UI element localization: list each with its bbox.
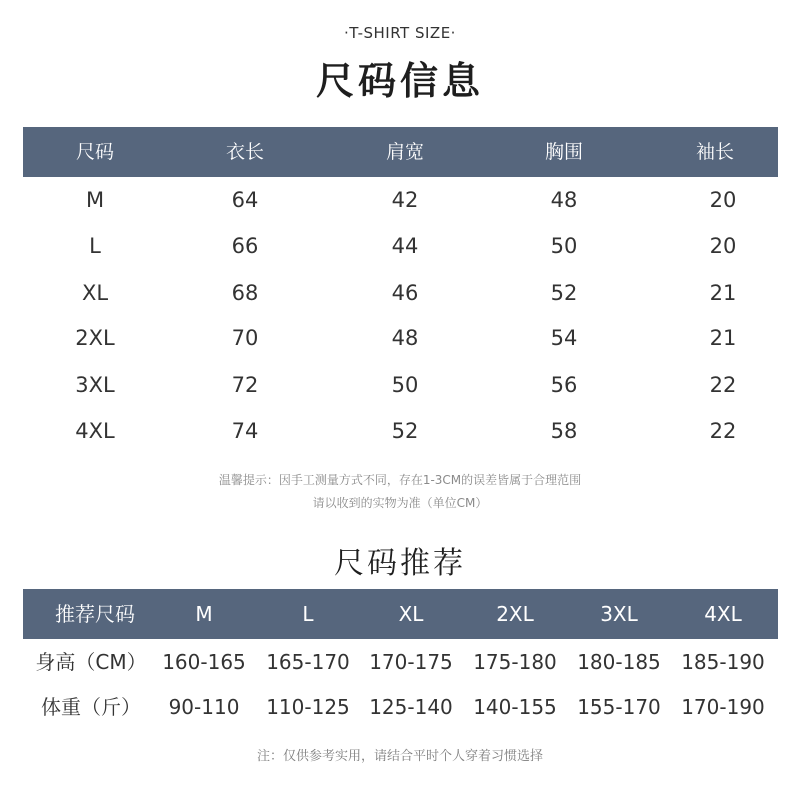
table-cell: 64	[231, 188, 259, 212]
size-table-header	[23, 127, 778, 177]
table-cell: 110-125	[266, 695, 350, 719]
table-cell: 155-170	[577, 695, 661, 719]
column-header-shoulder: 肩宽	[385, 141, 424, 163]
table-cell: 180-185	[577, 650, 661, 674]
table-cell: 20	[709, 188, 737, 212]
column-header-l: L	[302, 602, 314, 626]
column-header-recommend-size: 推荐尺码	[55, 602, 135, 626]
table-cell: 68	[231, 281, 259, 305]
table-cell: 21	[709, 281, 737, 305]
table-row	[23, 177, 778, 223]
column-header-4xl: 4XL	[704, 602, 742, 626]
footer-note: 注：仅供参考实用，请结合平时个人穿着习惯选择	[256, 749, 543, 764]
table-cell: 160-165	[162, 650, 246, 674]
table-cell: 70	[231, 326, 259, 350]
table-row	[23, 270, 778, 316]
table-cell: 21	[709, 326, 737, 350]
column-header-m: M	[195, 602, 213, 626]
table-cell: 44	[391, 234, 419, 258]
table-cell: 22	[709, 373, 737, 397]
table-cell: 74	[231, 419, 259, 443]
table-cell: 72	[231, 373, 259, 397]
table-cell: M	[85, 188, 105, 212]
table-cell: 52	[391, 419, 419, 443]
recommend-table-header	[23, 589, 778, 639]
table-cell: 125-140	[369, 695, 453, 719]
table-cell: 165-170	[266, 650, 350, 674]
table-cell: 52	[550, 281, 578, 305]
table-cell: 54	[550, 326, 578, 350]
table-cell: 2XL	[75, 326, 115, 350]
subtitle: ·T-SHIRT SIZE·	[344, 24, 456, 42]
table-cell: 4XL	[75, 419, 115, 443]
table-cell: 22	[709, 419, 737, 443]
column-header-xl: XL	[398, 602, 424, 626]
recommend-title: 尺码推荐	[334, 546, 466, 581]
table-row-height	[23, 639, 778, 685]
column-header-chest: 胸围	[544, 141, 583, 163]
measurement-tip: 温馨提示：因手工测量方式不同，存在1-3CM的误差皆属于合理范围	[218, 473, 582, 487]
table-cell: XL	[81, 281, 109, 305]
page-title: 尺码信息	[315, 59, 484, 103]
table-cell: 3XL	[75, 373, 115, 397]
table-cell: 46	[391, 281, 419, 305]
unit-tip: 请以收到的实物为准（单位CM）	[312, 496, 488, 510]
table-cell: 185-190	[681, 650, 765, 674]
table-cell: 48	[550, 188, 578, 212]
column-header-3xl: 3XL	[600, 602, 638, 626]
table-row	[23, 315, 778, 361]
column-header-length: 衣长	[225, 141, 264, 163]
table-cell: L	[89, 234, 101, 258]
table-cell: 20	[709, 234, 737, 258]
column-header-2xl: 2XL	[496, 602, 534, 626]
table-cell: 175-180	[473, 650, 557, 674]
row-label-height: 身高（CM）	[35, 650, 147, 674]
table-row	[23, 362, 778, 408]
table-cell: 48	[391, 326, 419, 350]
table-row	[23, 408, 778, 454]
row-label-weight: 体重（斤）	[41, 695, 141, 719]
table-cell: 50	[550, 234, 578, 258]
table-cell: 170-175	[369, 650, 453, 674]
table-cell: 58	[550, 419, 578, 443]
table-row	[23, 223, 778, 269]
table-row-weight	[23, 684, 778, 730]
table-cell: 170-190	[681, 695, 765, 719]
table-cell: 56	[550, 373, 578, 397]
table-cell: 66	[231, 234, 259, 258]
table-cell: 90-110	[168, 695, 240, 719]
column-header-sleeve: 袖长	[695, 141, 734, 163]
column-header-size: 尺码	[75, 141, 114, 163]
table-cell: 42	[391, 188, 419, 212]
table-cell: 50	[391, 373, 419, 397]
table-cell: 140-155	[473, 695, 557, 719]
